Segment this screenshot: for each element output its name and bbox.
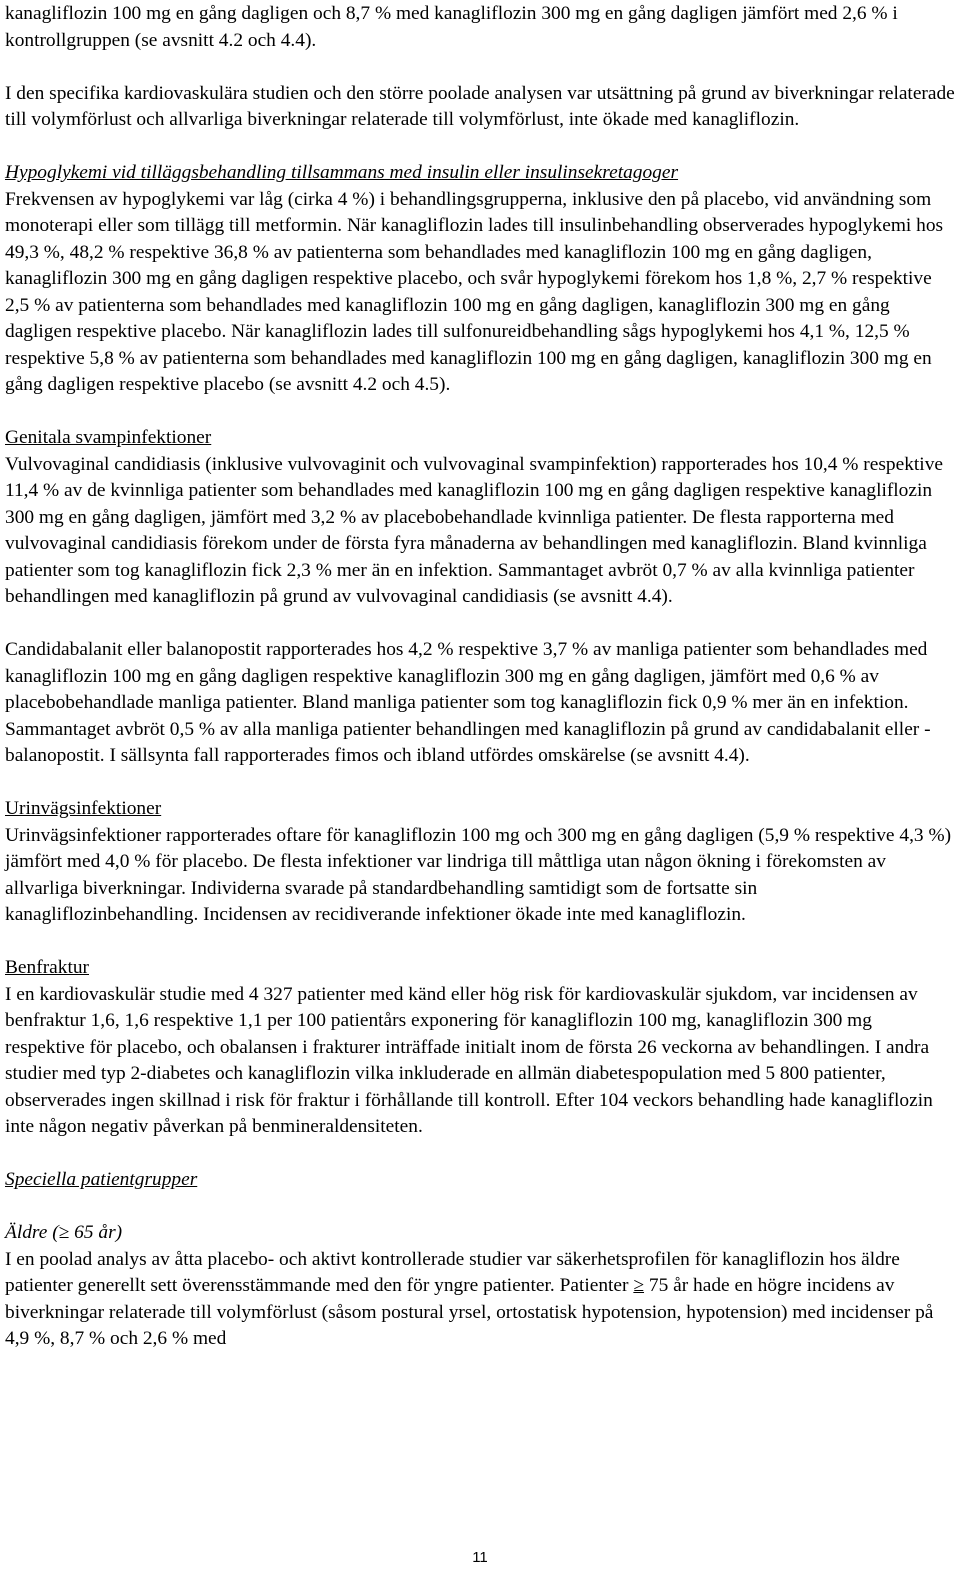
heading-bone-fracture: Benfraktur bbox=[5, 957, 89, 978]
paragraph-uti: Urinvägsinfektioner rapporterades oftare för kanagliflozin 100 mg och 300 mg en gång dagligen (5,9 % respektive 4,3 %) jämfört med 4,0 % för placebo. De flesta infektioner var lindriga till måttliga utan någon ökning i förekomsten av allvarliga biverkningar. Individerna svarade på standardbehandling samtidigt som de fortsatte sin kanagliflozinbehandling. Incidensen av recidiverande infektioner ökade inte med kanagliflozin. bbox=[5, 824, 952, 925]
paragraph-elderly-part1: I en poolad analys av åtta placebo- och aktivt kontrollerade studier var säkerhetsprofilen för kanagliflozin hos äldre patienter generellt sett överensstämmande med den för yngre patienter. Patienter bbox=[5, 1248, 900, 1296]
section-hypoglycemia bbox=[5, 160, 955, 399]
paragraph-bone-fracture: I en kardiovaskulär studie med 4 327 patienter med känd eller hög risk för kardiovaskulär sjukdom, var incidensen av benfraktur 1,6, 1,6 respektive 1,1 per 100 patientårs exponering för kanagliflozin 100 mg, kanagliflozin 300 mg respektive för placebo, och obalansen i frakturer inträffade initialt inom de första 26 veckorna av behandlingen. I andra studier med typ 2-diabetes och kanagliflozin vilka inkluderade en allmän diabetespopulation med 5 800 patienter, observerades ingen skillnad i risk för fraktur i förhållande till kontroll. Efter 104 veckors behandling hade kanagliflozin inte någon negativ påverkan på benmineraldensiteten. bbox=[5, 983, 933, 1137]
section-elderly bbox=[5, 1220, 955, 1353]
paragraph-balanitis: Candidabalanit eller balanopostit rapporterades hos 4,2 % respektive 3,7 % av manliga patienter som behandlades med kanagliflozin 100 mg en gång dagligen respektive kanagliflozin 300 mg en gång dagligen, jämfört med 0,6 % av placebobehandlade manliga patienter. Bland manliga patienter som tog kanagliflozin fick 0,9 % mer än en infektion. Sammantaget avbröt 0,5 % av alla manliga patienter behandlingen med kanagliflozin på grund av candidabalanit eller -balanopostit. I sällsynta fall rapporterades fimos och ibland utfördes omskärelse (se avsnitt 4.4). bbox=[5, 639, 931, 766]
heading-hypoglycemia: Hypoglykemi vid tilläggsbehandling tillsammans med insulin eller insulinsekretagoger bbox=[5, 162, 679, 183]
section-bone-fracture bbox=[5, 955, 955, 1141]
section-uti bbox=[5, 796, 955, 929]
paragraph-intro: kanagliflozin 100 mg en gång dagligen och 8,7 % med kanagliflozin 300 mg en gång dagligen jämfört med 2,6 % i kontrollgruppen (se avsnitt 4.2 och 4.4). bbox=[5, 3, 898, 51]
heading-elderly: Äldre (≥ 65 år) bbox=[5, 1222, 123, 1243]
paragraph-cardio: I den specifika kardiovaskulära studien och den större poolade analysen var utsättning på grund av biverkningar relaterade till volymförlust och allvarliga biverkningar relaterade till volymförlust, inte ökade med kanagliflozin. bbox=[5, 82, 955, 130]
paragraph-hypoglycemia: Frekvensen av hypoglykemi var låg (cirka 4 %) i behandlingsgrupperna, inklusive den på placebo, vid användning som monoterapi eller som tillägg till metformin. När kanagliflozin lades till insulinbehandling observerades hypoglykemi hos 49,3 %, 48,2 % respektive 36,8 % av patienterna som behandlades med kanagliflozin 100 mg en gång dagligen, kanagliflozin 300 mg en gång dagligen respektive placebo, och svår hypoglykemi förekom hos 1,8 %, 2,7 % respektive 2,5 % av patienterna som behandlades med kanagliflozin 100 mg en gång dagligen, kanagliflozin 300 mg en gång dagligen respektive placebo. När kanagliflozin lades till sulfonureidbehandling sågs hypoglykemi hos 4,1 %, 12,5 % respektive 5,8 % av patienterna som behandlades med kanagliflozin 100 mg en gång dagligen, kanagliflozin 300 mg en gång dagligen respektive placebo (se avsnitt 4.2 och 4.5). bbox=[5, 188, 944, 395]
heading-special-populations: Speciella patientgrupper bbox=[5, 1169, 198, 1190]
heading-uti: Urinvägsinfektioner bbox=[5, 798, 162, 819]
paragraph-elderly-part2: 75 år hade en högre incidens av biverkningar relaterade till volymförlust (såsom postural yrsel, ortostatisk hypotension, hypotension) med incidenser på 4,9 %, 8,7 % och 2,6 % med bbox=[5, 1275, 934, 1349]
greater-equal-symbol: ≥ bbox=[633, 1275, 645, 1296]
document-page bbox=[5, 1, 955, 1353]
paragraph-genital-infections: Vulvovaginal candidiasis (inklusive vulvovaginit och vulvovaginal svampinfektion) rapporterades hos 10,4 % respektive 11,4 % av de kvinnliga patienter som behandlades med kanagliflozin 100 mg en gång dagligen respektive kanagliflozin 300 mg en gång dagligen, jämfört med 3,2 % av placebobehandlade kvinnliga patienter. De flesta rapporterna med vulvovaginal candidiasis förekom under de första fyra månaderna av behandlingen med kanagliflozin. Bland kvinnliga patienter som tog kanagliflozin fick 2,3 % mer än en infektion. Sammantaget avbröt 0,7 % av alla kvinnliga patienter behandlingen med kanagliflozin på grund av vulvovaginal candidiasis (se avsnitt 4.4). bbox=[5, 453, 943, 607]
section-genital-infections bbox=[5, 425, 955, 611]
heading-genital-infections: Genitala svampinfektioner bbox=[5, 427, 212, 448]
page-number: 11 bbox=[472, 1549, 488, 1566]
section-special-populations bbox=[5, 1167, 955, 1194]
